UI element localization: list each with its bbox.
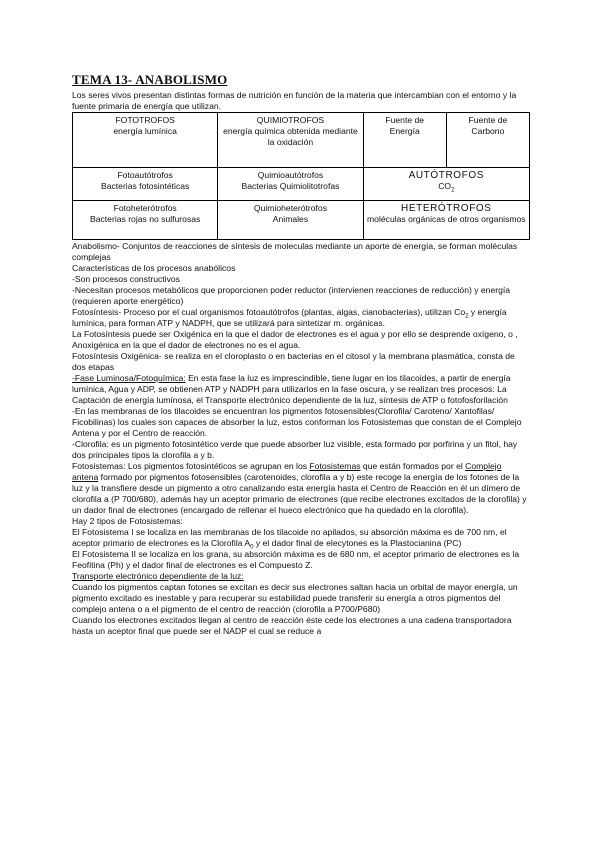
table-cell-fuente-energia [363,113,446,168]
table-cell-quimioheterotrofos [218,201,363,240]
cell-text: CO [438,181,452,191]
table-row [73,201,530,240]
cell-text: Energía [389,126,420,136]
text-run: y el dador final de elecytones es la Plastocianina (PC) [253,538,462,548]
subscript: 0 [250,544,254,551]
cell-heading: Fuente de [468,115,508,125]
cell-text: energía lumínica [113,126,177,136]
text-run: formado por pigmentos fotosensibles (carotenoides, clorofila a y b) este recoge la energía de los fotones de la luz y la transfiere desde un pigmento a otro canalizando esta energía hasta el Centro de Reacción en él un dímero de clorofila a (P 700/680), además hay un aceptor primario de electrones (que recibe electrones excitados de la clorofila) y un dador final de electrones (encargado de rellenar el hueco electrónico que ha quedado en la clorofila). [72,472,527,515]
paragraph [72,461,530,516]
text-run: y energía lumínica, para forman ATP y NADPH, que se utilizará para sintetizar m. orgánicas. [72,307,507,328]
table-cell-fotoheterotrofos [73,201,218,240]
underlined-term: Fotosistemas [309,461,361,471]
table-row [73,168,530,201]
text-run: Fotosíntesis- Proceso por el cual organismos fotoautótrofos (plantas, algas, cianobacterias), utilizan Co [72,307,466,317]
table-cell-fuente-carbono [446,113,529,168]
cell-heading: Quimioheterótrofos [253,203,328,213]
cell-text: Bacterias fotosintéticas [100,181,190,191]
subscript: 2 [451,187,455,194]
table-cell-fotoautotrofos [73,168,218,201]
paragraph [72,373,530,406]
table-cell-heterotrofos [363,201,529,240]
cell-text: energía química obtenida mediante la oxidación [223,126,358,147]
cell-heading: FOTOTROFOS [115,115,175,125]
cell-heading: Quimioautótrofos [257,170,324,180]
cell-heading: Fuente de [385,115,425,125]
cell-text: Bacterias Quimiolitotrofas [241,181,340,191]
cell-heading: QUIMIOTROFOS [256,115,325,125]
paragraph: El Fotosistema II se localiza en los grana, su absorción máxima es de 680 nm, el aceptor primario de electrones es la Feofitina (Ph) y el dador final de electrones es el Compuesto Z. [72,549,520,570]
subscript: 2 [465,313,469,320]
paragraph: Transporte electrónico dependiente de la luz: [72,571,244,581]
paragraph: Cuando los pigmentos captan fotones se excitan es decir sus electrones saltan hacia un orbital de mayor energía, un pigmento excitado es inestable y para recuperar su estabilidad puede transferir su energía a otros pigmentos del complejo antena o a el pigmento de el centro de reacción (clorofila a P700/P680) [72,582,518,614]
paragraph: Cuando los electrones excitados llegan al centro de reacción éste cede los electrones a una cadena transportadora hasta un aceptor final que puede ser el NADP el cual se reduce a [72,615,512,636]
underlined-term: Complejo antena [72,461,502,482]
document-body [72,241,530,637]
nutrition-table [72,112,530,240]
table-cell-autotrofos [363,168,529,201]
text-run: En esta fase la luz es imprescindible, tiene lugar en los tilacoides, a partir de energía lumínica, Agua y ADP, se obtienen ATP y NADPH para utilizarlos en la fase oscura, y se realizan tres procesos: La Captación de energía lumínosa, el Transporte electrónico dependiente de la luz, síntesis de ATP o fotofosforilación [72,373,511,405]
cell-heading: HETERÓTROFOS [401,203,492,214]
paragraph: Características de los procesos anabólicos [72,263,236,273]
cell-text: Animales [272,214,309,224]
underlined-heading: -Fase Luminosa/Fotoquímica: [72,373,186,383]
paragraph: Hay 2 tipos de Fotosistemas: [72,516,183,526]
paragraph: Fotosíntesis Oxigénica- se realiza en el cloroplasto o en bacterias en el citosol y la membrana plasmática, consta de dos etapas [72,351,515,372]
paragraph: -Son procesos constructivos [72,274,180,284]
document-page [72,72,530,637]
table-cell-quimiotrofos [218,113,363,168]
paragraph [72,307,530,329]
cell-text: Bacterias rojas no sulfurosas [89,214,201,224]
text-run: El Fotosistema I se localiza en las membranas de los tilacoide no apilados, su absorción máxima es de 700 nm, el aceptor primario de electrones es la Clorofila A [72,527,507,548]
document-title: TEMA 13- ANABOLISMO [72,72,228,87]
paragraph [72,527,530,549]
table-row [73,113,530,168]
paragraph: -En las membranas de los tilacoides se encuentran los pigmentos fotosensibles(Clorofila/ Caroteno/ Xantofilas/ Ficobilinas) los cuales son capaces de absorber la luz, estos conforman los Fotosistemas que constan de el Complejo Antena y por el Centro de reacción. [72,406,522,438]
cell-text: Carbono [471,126,505,136]
paragraph: -Clorofila: es un pigmento fotosintético verde que puede absorber luz visible, esta formado por porfirina y un fitol, hay dos principales tipos la clorofila a y b. [72,439,518,460]
intro-paragraph: Los seres vivos presentan distintas formas de nutrición en función de la materia que intercambian con el entorno y la fuente primaria de energía que utilizan. [72,90,517,111]
text-run: Fotosistemas: Los pigmentos fotosintéticos se agrupan en los [72,461,310,471]
text-run: que están formados por el [360,461,466,471]
table-cell-fototrofos [73,113,218,168]
paragraph: -Necesitan procesos metabólicos que proporcionen poder reductor (intervienen reacciones de reducción) y energía (requieren aporte energético) [72,285,511,306]
cell-heading: Fotoheterótrofos [113,203,177,213]
cell-text: moléculas orgánicas de otros organismos [367,214,526,224]
paragraph: Anabolismo- Conjuntos de reacciones de síntesis de moleculas mediante un aporte de energía, se forman moléculas complejas [72,241,518,262]
cell-heading: Fotoautótrofos [117,170,173,180]
paragraph: La Fotosíntesis puede ser Oxigénica en la que el dador de electrones es el agua y por ello se desprende oxígeno, o , Anoxigénica en la que el dador de electrones no es el agua. [72,329,518,350]
cell-heading: AUTÓTROFOS [408,170,485,181]
table-cell-quimioautotrofos [218,168,363,201]
